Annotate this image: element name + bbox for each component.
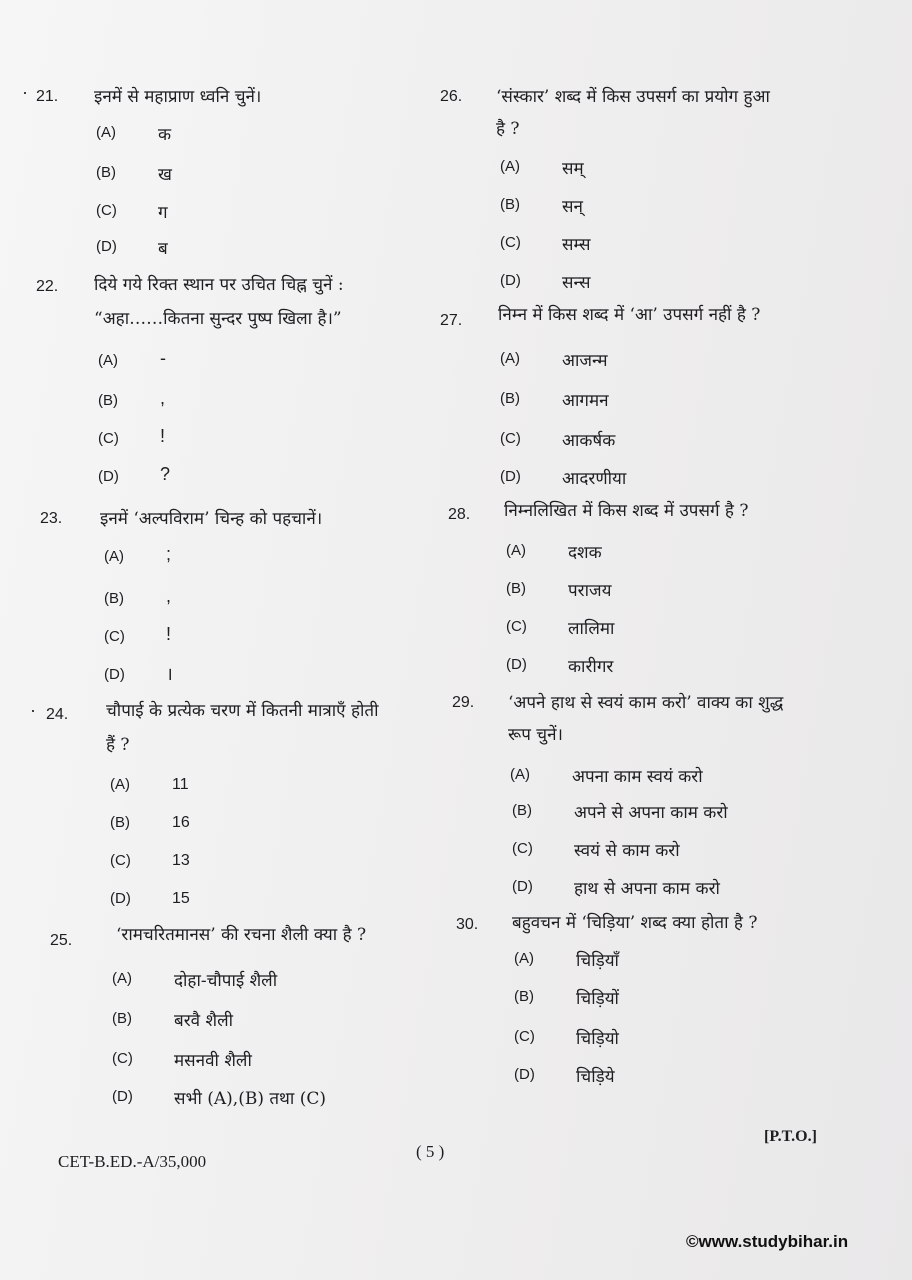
option-text: दशक xyxy=(568,543,602,563)
question-number: 25. xyxy=(50,932,73,949)
option-label: (C) xyxy=(514,1028,535,1045)
option-label: (D) xyxy=(500,468,521,485)
option-label: (B) xyxy=(110,814,130,831)
option-text: आकर्षक xyxy=(562,431,616,451)
option-text: दोहा-चौपाई शैली xyxy=(174,971,278,991)
question-number: 28. xyxy=(448,506,471,523)
option-text: स्वयं से काम करो xyxy=(574,841,680,861)
option-text: लालिमा xyxy=(568,619,615,639)
option-text: ग xyxy=(158,203,168,223)
option-text: ! xyxy=(166,624,172,644)
question-number: 26. xyxy=(440,88,463,105)
ink-mark: · xyxy=(22,82,28,102)
option-label: (A) xyxy=(104,548,124,565)
question-number: 22. xyxy=(36,278,59,295)
option-text: चिड़ियाँ xyxy=(576,951,619,971)
option-text: सन्स xyxy=(562,273,591,293)
option-text: 11 xyxy=(172,776,189,793)
option-text: ! xyxy=(160,426,166,446)
option-label: (B) xyxy=(512,802,532,819)
ink-mark: · xyxy=(30,700,36,720)
option-label: (B) xyxy=(514,988,534,1005)
option-text: पराजय xyxy=(568,581,612,601)
option-text: , xyxy=(166,586,172,606)
option-label: (A) xyxy=(514,950,534,967)
question-text: बहुवचन में ‘चिड़िया’ शब्द क्या होता है ? xyxy=(512,913,758,933)
question-text-line-1: चौपाई के प्रत्येक चरण में कितनी मात्राएँ होती xyxy=(106,701,379,721)
question-text-line-2: रूप चुनें। xyxy=(508,725,563,745)
option-label: (B) xyxy=(506,580,526,597)
option-label: (A) xyxy=(98,352,118,369)
option-label: (A) xyxy=(96,124,116,141)
question-number: 24. xyxy=(46,706,69,723)
option-text: सम्स xyxy=(562,235,591,255)
option-label: (A) xyxy=(500,158,520,175)
question-number: 21. xyxy=(36,88,59,105)
option-text: आगमन xyxy=(562,391,609,411)
paper-code: CET-B.ED.-A/35,000 xyxy=(58,1152,207,1171)
option-label: (D) xyxy=(98,468,119,485)
option-label: (B) xyxy=(96,164,116,181)
option-text: सम् xyxy=(562,159,584,179)
option-label: (C) xyxy=(110,852,131,869)
option-text: मसनवी शैली xyxy=(174,1051,252,1071)
please-turn-over: [P.T.O.] xyxy=(764,1128,817,1145)
option-label: (C) xyxy=(112,1050,133,1067)
question-text: इनमें से महाप्राण ध्वनि चुनें। xyxy=(94,87,262,107)
question-number: 30. xyxy=(456,916,479,933)
question-number: 23. xyxy=(40,510,63,527)
option-label: (A) xyxy=(510,766,530,783)
option-label: (C) xyxy=(512,840,533,857)
option-text: कारीगर xyxy=(568,657,614,677)
option-label: (C) xyxy=(500,430,521,447)
option-label: (B) xyxy=(104,590,124,607)
option-label: (B) xyxy=(500,390,520,407)
option-label: (D) xyxy=(506,656,527,673)
option-label: (C) xyxy=(506,618,527,635)
option-label: (C) xyxy=(98,430,119,447)
option-label: (A) xyxy=(112,970,132,987)
page-number: ( 5 ) xyxy=(416,1142,445,1161)
question-text: इनमें ‘अल्पविराम’ चिन्ह को पहचानें। xyxy=(100,509,323,529)
question-text-line-2: “अहा……कितना सुन्दर पुष्प खिला है।” xyxy=(94,309,342,329)
option-label: (D) xyxy=(104,666,125,683)
option-text: अपना काम स्वयं करो xyxy=(572,767,703,787)
option-label: (B) xyxy=(112,1010,132,1027)
question-text-line-1: ‘अपने हाथ से स्वयं काम करो’ वाक्य का शुद्ध xyxy=(508,693,784,713)
option-label: (C) xyxy=(500,234,521,251)
option-text: । xyxy=(166,664,173,684)
option-text: - xyxy=(160,348,166,368)
option-label: (D) xyxy=(512,878,533,895)
question-text-line-1: ‘संस्कार’ शब्द में किस उपसर्ग का प्रयोग हुआ xyxy=(496,87,770,107)
question-text-line-2: हैं ? xyxy=(106,735,130,755)
option-text: हाथ से अपना काम करो xyxy=(574,879,720,899)
option-text: चिड़ियों xyxy=(576,989,619,1009)
question-number: 27. xyxy=(440,312,463,329)
watermark: ©www.studybihar.in xyxy=(686,1232,849,1251)
option-text: क xyxy=(158,125,172,145)
option-text: 16 xyxy=(172,814,190,831)
option-text: ? xyxy=(160,464,171,484)
question-text: ‘रामचरितमानस’ की रचना शैली क्या है ? xyxy=(116,925,367,945)
option-label: (A) xyxy=(500,350,520,367)
option-label: (D) xyxy=(500,272,521,289)
option-text: ख xyxy=(158,165,172,185)
option-text: , xyxy=(160,388,166,408)
question-text-line-1: दिये गये रिक्त स्थान पर उचित चिह्न चुनें : xyxy=(94,275,344,295)
option-label: (D) xyxy=(96,238,117,255)
option-text: चिड़ियो xyxy=(576,1029,619,1049)
option-text: आदरणीया xyxy=(562,469,627,489)
option-label: (A) xyxy=(110,776,130,793)
option-label: (A) xyxy=(506,542,526,559)
question-text-line-2: है ? xyxy=(496,119,520,139)
option-text: बरवै शैली xyxy=(174,1011,234,1031)
option-text: ब xyxy=(158,239,168,259)
option-label: (B) xyxy=(98,392,118,409)
option-text: आजन्म xyxy=(562,351,608,371)
question-number: 29. xyxy=(452,694,475,711)
option-text: चिड़िये xyxy=(576,1067,615,1087)
question-text: निम्नलिखित में किस शब्द में उपसर्ग है ? xyxy=(504,501,749,521)
option-text: सन् xyxy=(562,197,583,217)
option-label: (B) xyxy=(500,196,520,213)
option-text: अपने से अपना काम करो xyxy=(574,803,728,823)
question-text: निम्न में किस शब्द में ‘आ’ उपसर्ग नहीं है ? xyxy=(498,305,761,325)
option-label: (C) xyxy=(96,202,117,219)
option-label: (C) xyxy=(104,628,125,645)
option-label: (D) xyxy=(110,890,131,907)
option-label: (D) xyxy=(514,1066,535,1083)
option-text: 13 xyxy=(172,852,190,869)
option-text: 15 xyxy=(172,890,190,907)
option-text: ; xyxy=(166,544,172,564)
option-label: (D) xyxy=(112,1088,133,1105)
option-text: सभी (A),(B) तथा (C) xyxy=(174,1089,326,1109)
